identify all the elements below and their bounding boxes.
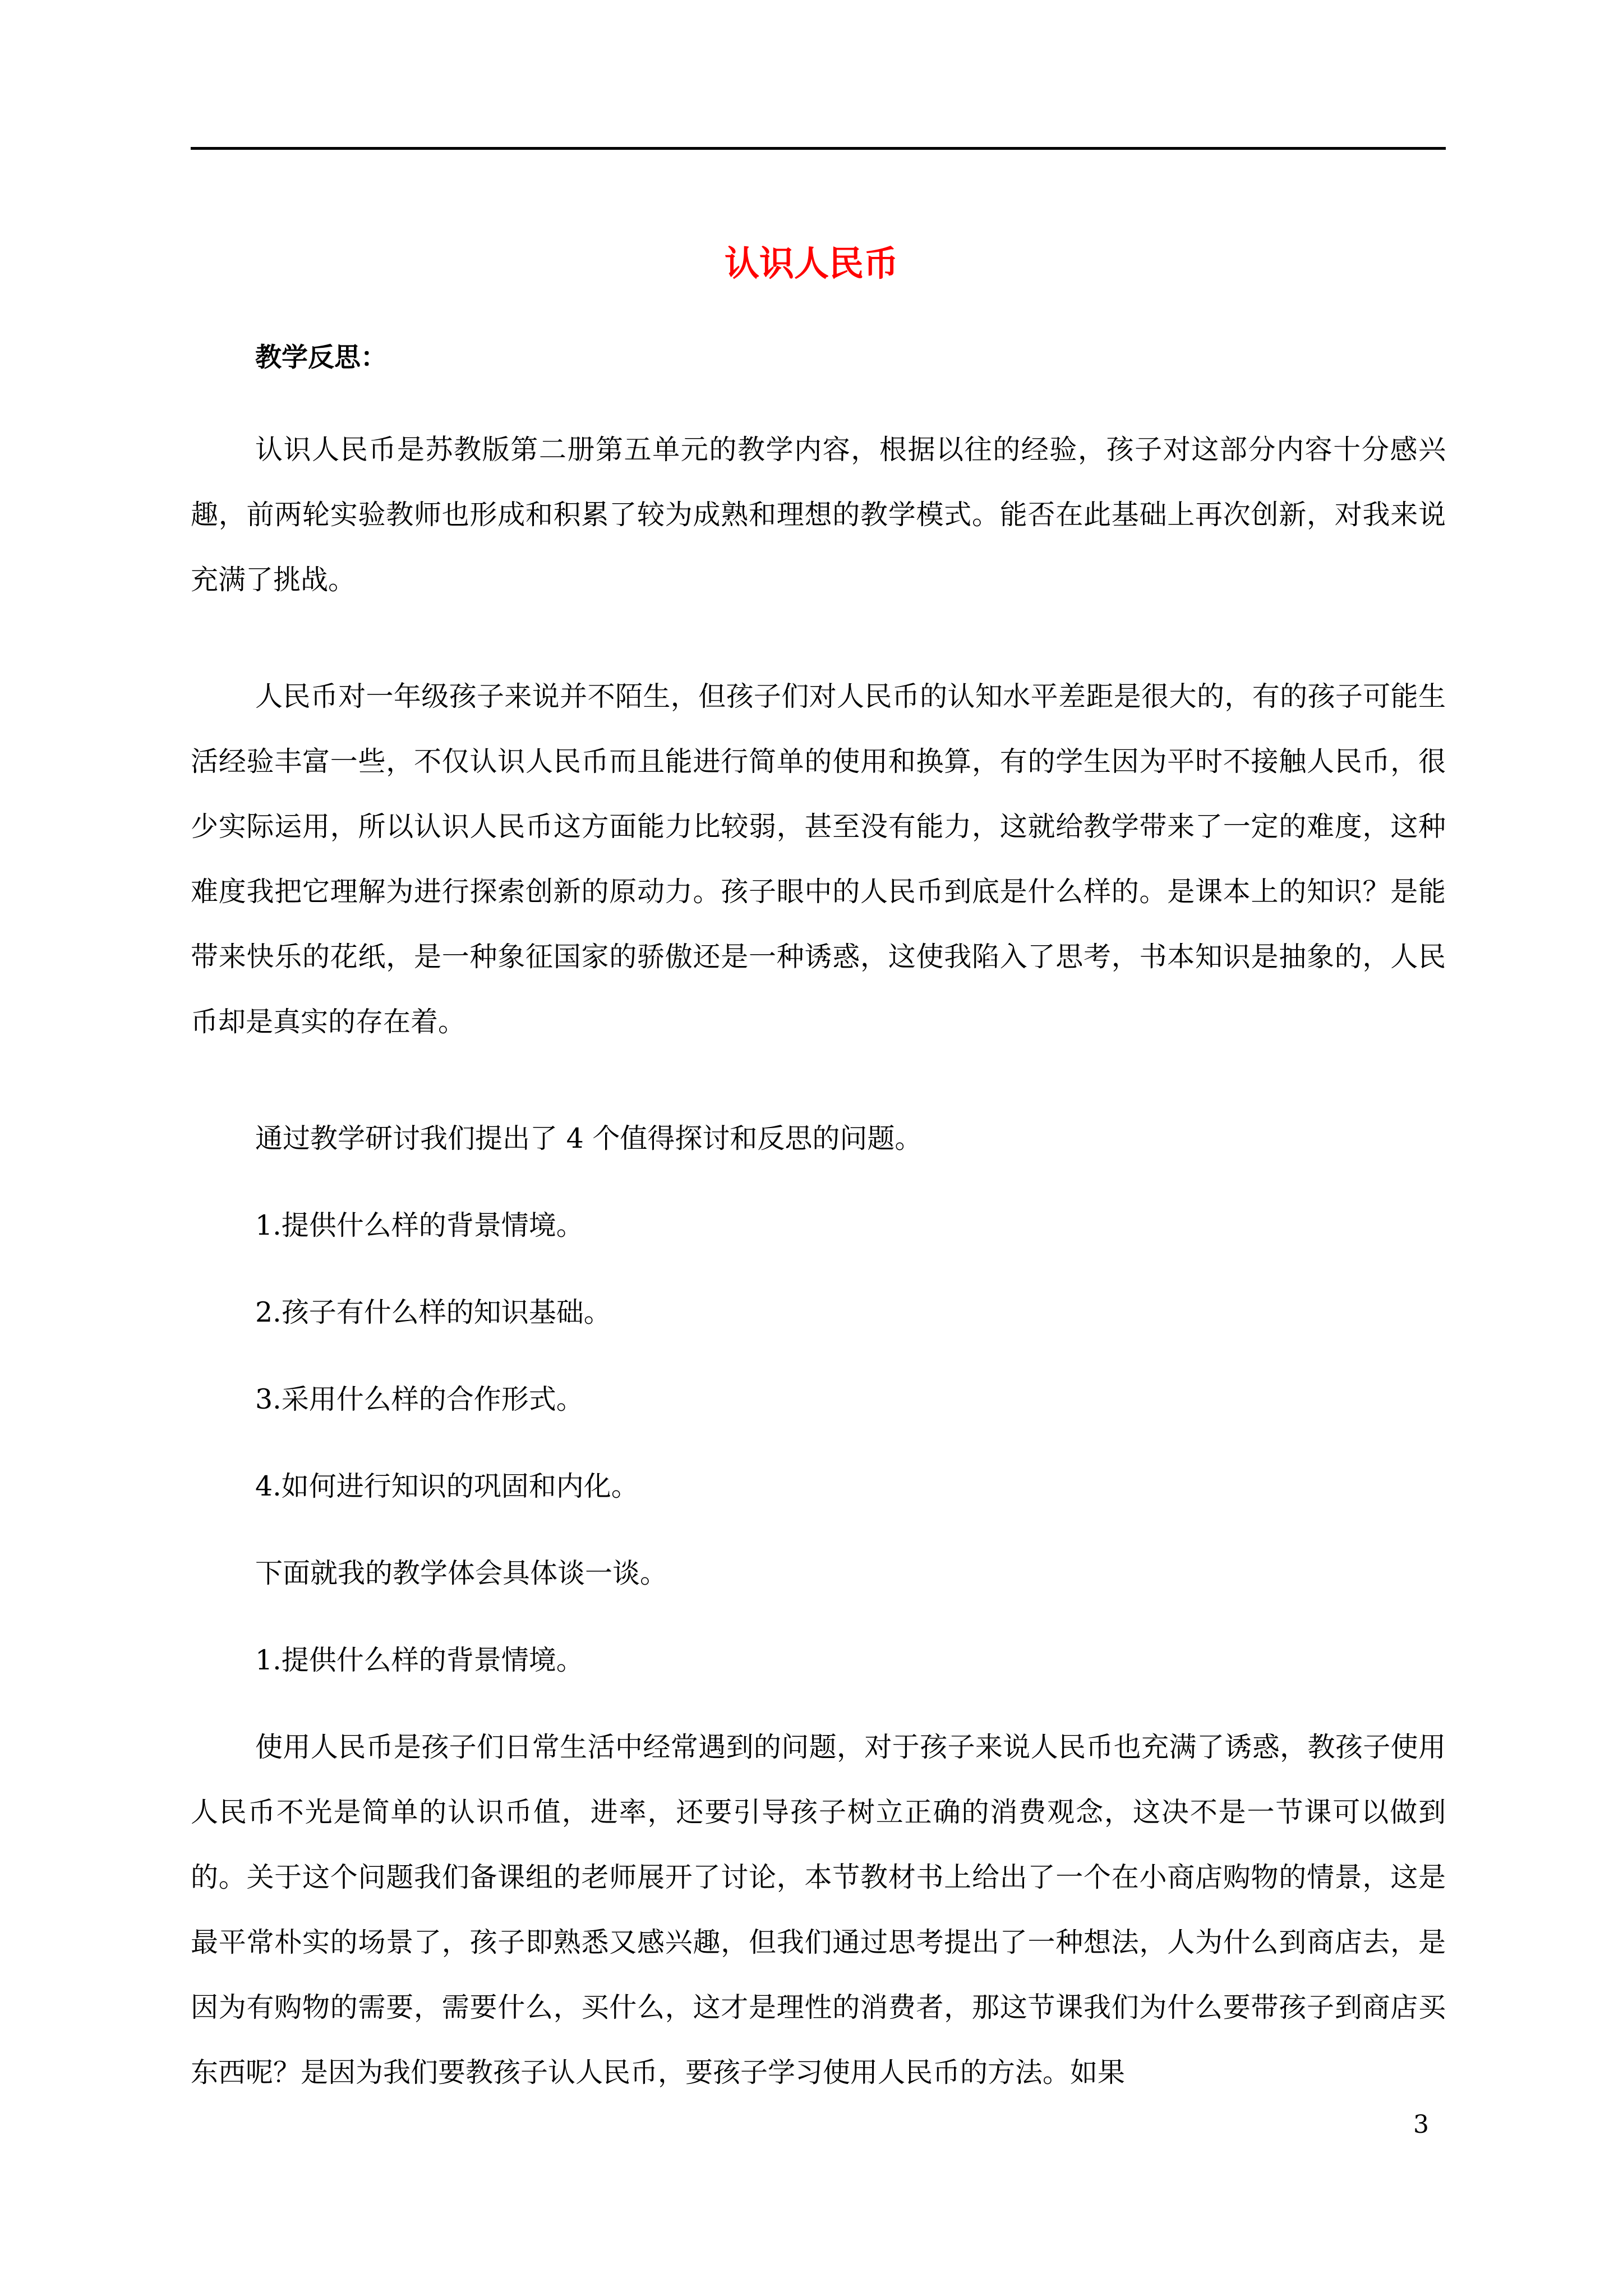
page-number: 3 (1413, 2110, 1429, 2139)
paragraph-background: 人民币对一年级孩子来说并不陌生，但孩子们对人民币的认知水平差距是很大的，有的孩子可能生活经验丰富一些，不仅认识人民币而且能进行简单的使用和换算，有的学生因为平时不接触人民币，很少实际运用，所以认识人民币这方面能力比较弱，甚至没有能力，这就给教学带来了一定的难度，这种难度我把它理解为进行探索创新的原动力。孩子眼中的人民币到底是什么样的。是课本上的知识？是能带来快乐的花纸，是一种象征国家的骄傲还是一种诱惑，这使我陷入了思考，书本知识是抽象的，人民币却是真实的存在着。 (191, 680, 1446, 1038)
paragraph-questions-intro: 通过教学研讨我们提出了 4 个值得探讨和反思的问题。 (255, 1122, 923, 1154)
subsection-heading: 1.提供什么样的背景情境。 (255, 1644, 584, 1676)
list-item: 3.采用什么样的合作形式。 (255, 1383, 584, 1415)
document-title: 认识人民币 (724, 243, 898, 284)
paragraph-intro: 认识人民币是苏教版第二册第五单元的教学内容，根据以往的经验，孩子对这部分内容十分感兴趣，前两轮实验教师也形成和积累了较为成熟和理想的教学模式。能否在此基础上再次创新，对我来说充满了挑战。 (191, 434, 1446, 596)
list-item: 4.如何进行知识的巩固和内化。 (255, 1470, 639, 1502)
list-item: 2.孩子有什么样的知识基础。 (255, 1296, 611, 1328)
paragraph-context-discussion: 使用人民币是孩子们日常生活中经常遇到的问题，对于孩子来说人民币也充满了诱惑，教孩子使用人民币不光是简单的认识币值，进率，还要引导孩子树立正确的消费观念，这决不是一节课可以做到的。关于这个问题我们备课组的老师展开了讨论，本节教材书上给出了一个在小商店购物的情景，这是最平常朴实的场景了，孩子即熟悉又感兴趣，但我们通过思考提出了一种想法，人为什么到商店去，是因为有购物的需要，需要什么，买什么，这才是理性的消费者，那这节课我们为什么要带孩子到商店买东西呢？是因为我们要教孩子认人民币，要孩子学习使用人民币的方法。如果 (191, 1731, 1446, 2088)
document-body (191, 417, 1446, 2157)
section-heading: 教学反思： (255, 342, 387, 373)
paragraph-transition: 下面就我的教学体会具体谈一谈。 (255, 1557, 668, 1589)
list-item: 1.提供什么样的背景情境。 (255, 1209, 584, 1241)
header-rule (191, 147, 1446, 150)
